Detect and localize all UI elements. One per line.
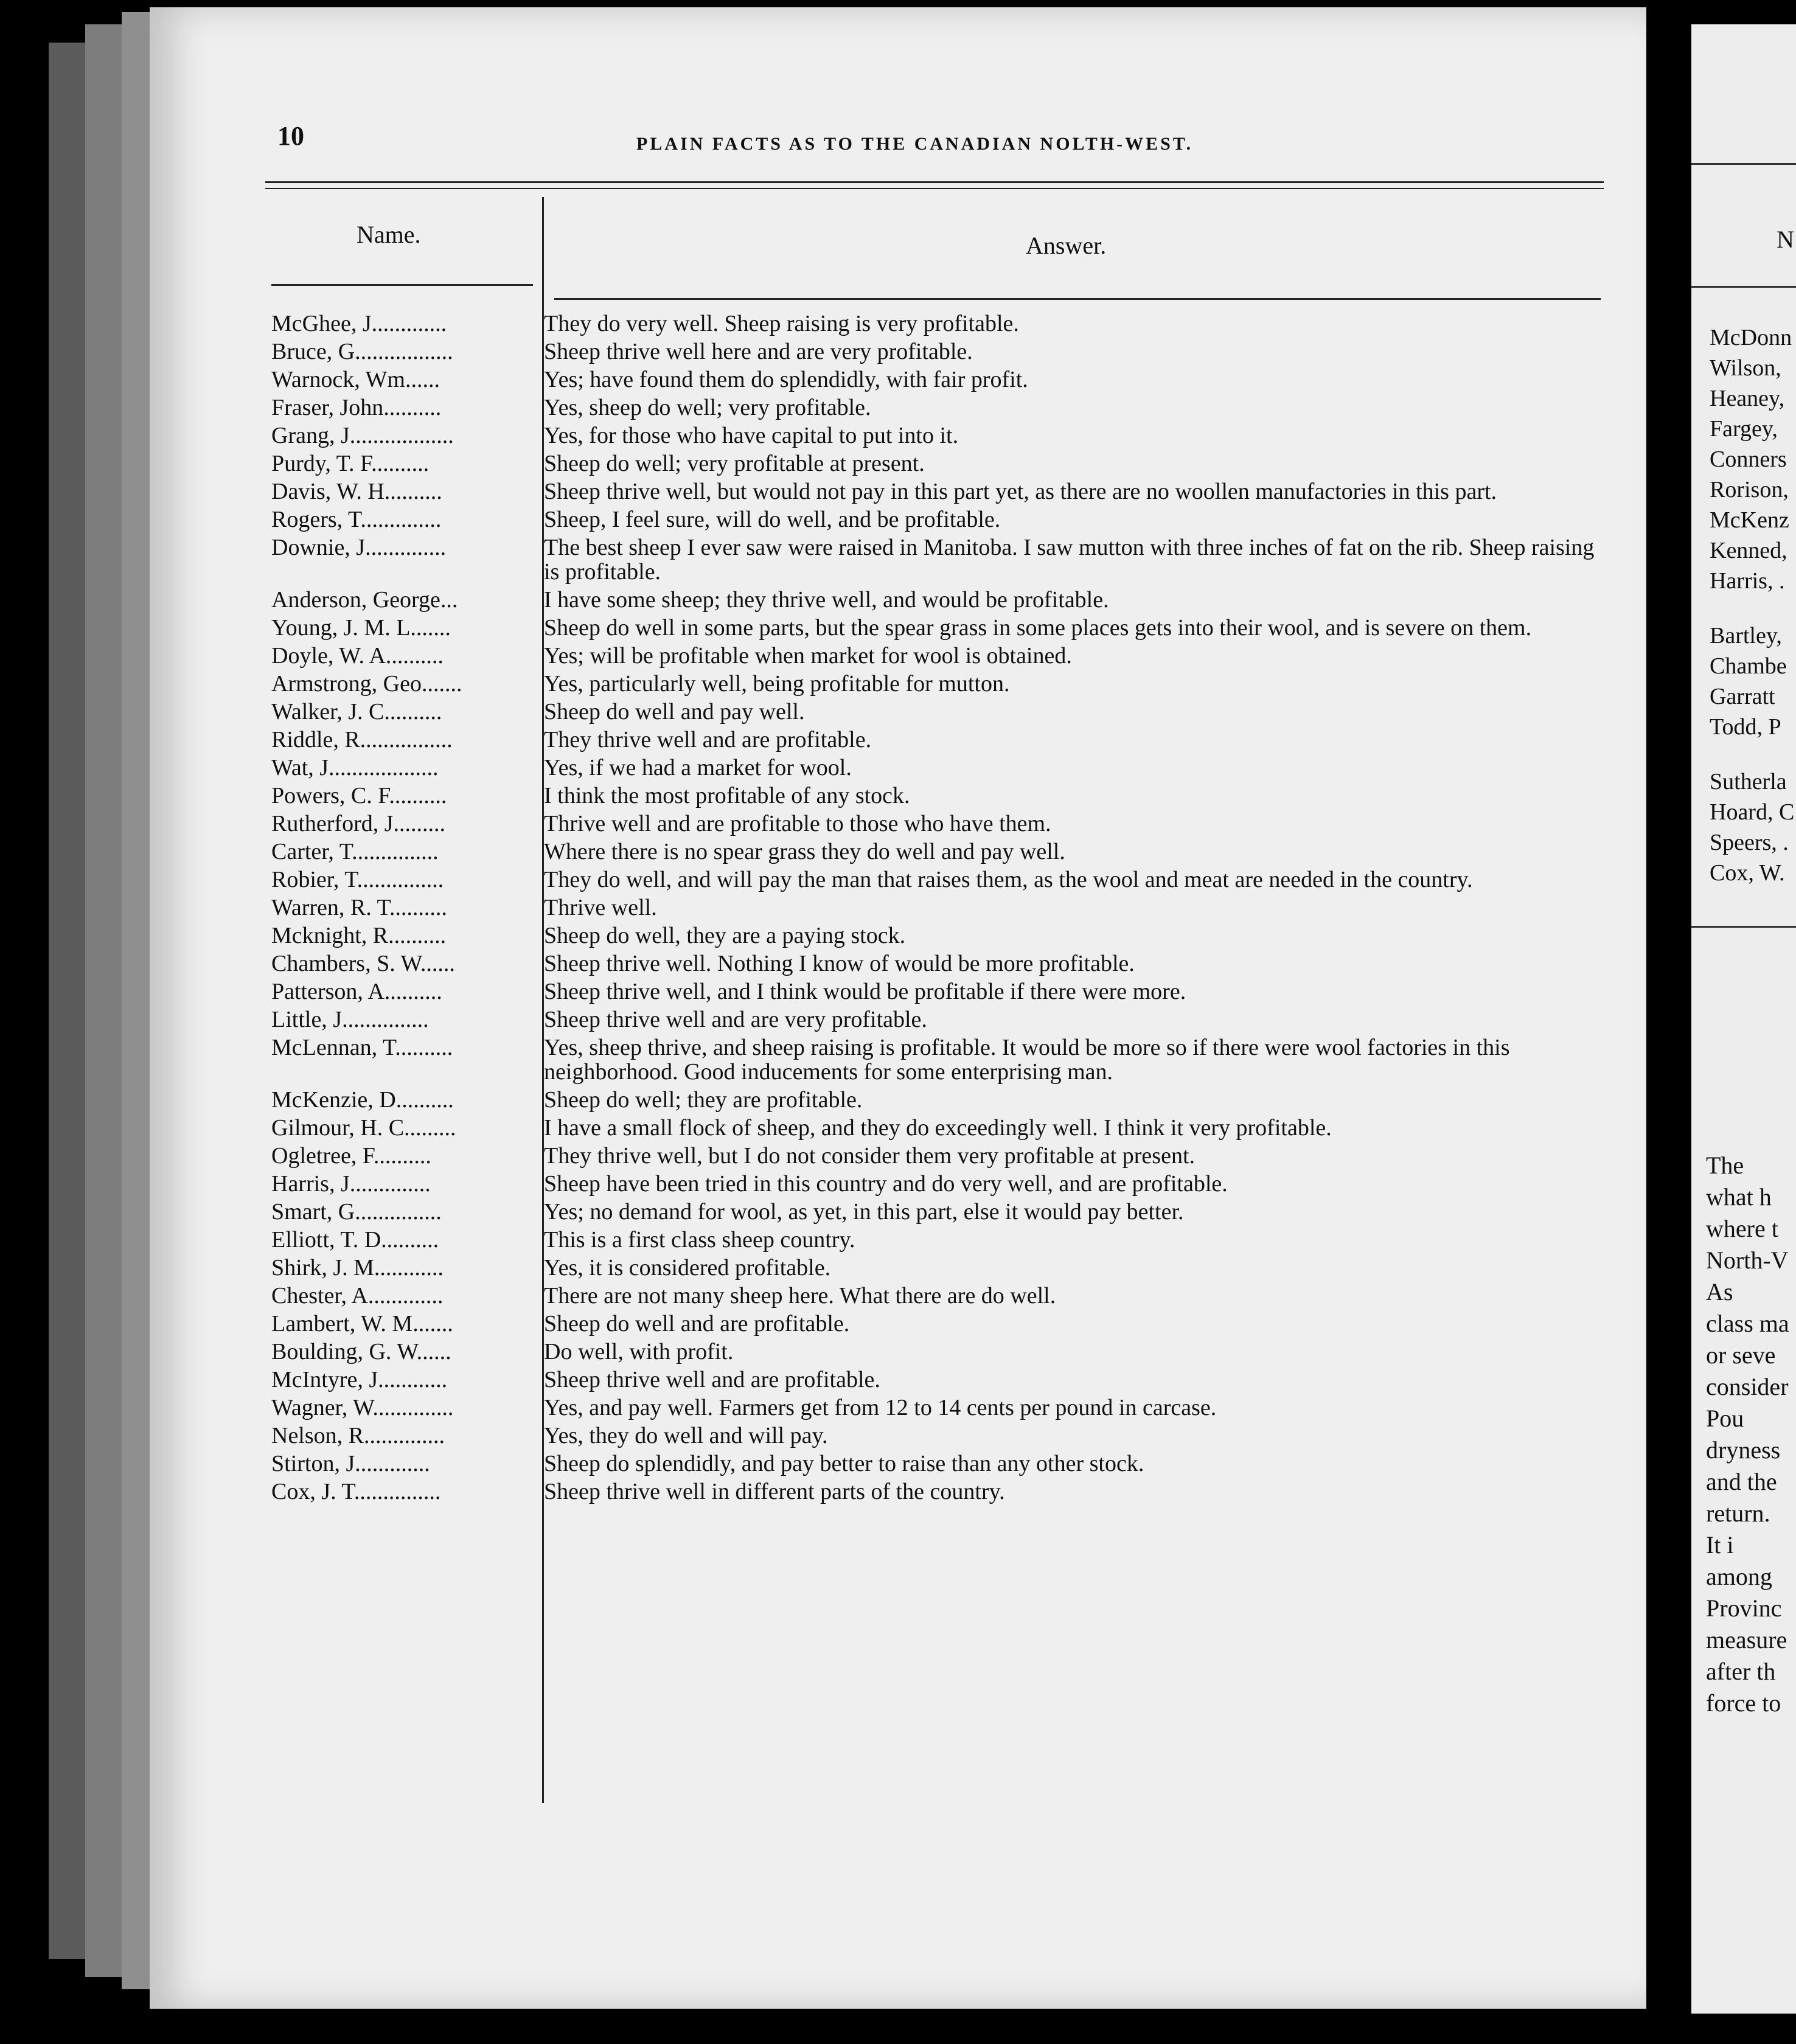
respondent-answer: Yes, it is considered profitable. <box>544 1255 831 1281</box>
respondent-name: Nelson, R.............. <box>271 1423 445 1448</box>
table-row <box>271 1312 1610 1336</box>
book-edge <box>122 12 150 1989</box>
right-page-name: Fargey, <box>1710 416 1778 442</box>
respondent-name: McKenzie, D.......... <box>271 1088 454 1112</box>
table-row <box>271 1172 1610 1196</box>
right-page-text-line: Provinc <box>1706 1594 1782 1622</box>
respondent-answer: Sheep do well; very profitable at present. <box>544 451 925 476</box>
table-row <box>271 1340 1610 1364</box>
respondent-name: Grang, J.................. <box>271 423 454 448</box>
table-row <box>271 672 1610 696</box>
respondent-name: McLennan, T.......... <box>271 1035 453 1060</box>
right-page-names <box>1710 322 1794 888</box>
respondent-name: McIntyre, J............ <box>271 1368 448 1392</box>
respondent-answer: Do well, with profit. <box>544 1339 734 1364</box>
right-page-name: Todd, P <box>1710 714 1781 740</box>
respondent-name: Fraser, John.......... <box>271 395 442 420</box>
respondent-name: Bruce, G................. <box>271 339 453 364</box>
respondent-answer: Sheep do well in some parts, but the spear grass in some places gets into their wool, and is severe on them. <box>544 615 1532 641</box>
right-page-name: Garratt <box>1710 684 1775 709</box>
right-page-name: McDonn <box>1710 325 1792 350</box>
respondent-name: Rogers, T.............. <box>271 507 442 532</box>
respondent-name: Ogletree, F.......... <box>271 1144 431 1168</box>
respondent-answer: Yes, and pay well. Farmers get from 12 to 14 cents per pound in carcase. <box>544 1395 1217 1420</box>
respondent-name: Elliott, T. D.......... <box>271 1228 439 1252</box>
table-row <box>271 644 1610 668</box>
respondent-name: Lambert, W. M....... <box>271 1312 453 1336</box>
answer-header-rule <box>554 298 1601 300</box>
respondent-name: Mcknight, R.......... <box>271 923 447 948</box>
respondent-answer: Yes, for those who have capital to put into it. <box>544 423 959 448</box>
book-edge <box>49 43 85 1959</box>
table-row <box>271 1396 1610 1420</box>
respondent-answer: This is a first class sheep country. <box>544 1227 855 1253</box>
respondent-name: Boulding, G. W...... <box>271 1340 451 1364</box>
respondent-name: McGhee, J............. <box>271 311 447 336</box>
right-page-name: Cox, W. <box>1710 860 1785 886</box>
right-page-header-fragment: N <box>1777 226 1794 253</box>
respondent-answer: Yes; have found them do splendidly, with fair profit. <box>544 367 1028 392</box>
right-page-name: McKenz <box>1710 507 1789 533</box>
left-page <box>150 7 1646 2009</box>
table-row <box>271 367 1610 392</box>
respondent-name: Carter, T............... <box>271 839 439 864</box>
column-header-name: Name. <box>357 221 421 248</box>
respondent-name: Riddle, R................ <box>271 728 453 752</box>
right-page-name: Sutherla <box>1710 769 1787 794</box>
respondent-answer: They do very well. Sheep raising is very profitable. <box>544 311 1019 336</box>
right-page-text-line: consider <box>1706 1373 1789 1400</box>
table-row <box>271 951 1610 976</box>
respondent-answer: Sheep thrive well. Nothing I know of would be more profitable. <box>544 951 1135 976</box>
table-row <box>271 812 1610 836</box>
respondent-name: Doyle, W. A.......... <box>271 644 444 668</box>
respondent-name: Warnock, Wm...... <box>271 367 440 392</box>
respondent-answer: Sheep thrive well and are very profitable. <box>544 1007 927 1032</box>
respondent-answer: They thrive well, but I do not consider them very profitable at present. <box>544 1143 1196 1169</box>
respondent-answer: Yes, sheep thrive, and sheep raising is profitable. It would be more so if there were wool factories in this neighborhood. Good inducements for some enterprising man. <box>544 1035 1510 1085</box>
column-header-answer: Answer. <box>1026 232 1107 259</box>
table-row <box>271 1256 1610 1280</box>
table-row <box>271 1035 1610 1084</box>
respondent-answer: Yes, particularly well, being profitable for mutton. <box>544 671 1010 697</box>
table-row <box>271 1116 1610 1140</box>
respondent-answer: Sheep thrive well in different parts of the country. <box>544 1479 1005 1504</box>
respondent-answer: Yes; no demand for wool, as yet, in this part, else it would pay better. <box>544 1199 1184 1225</box>
right-page-text-line: Pou <box>1706 1405 1744 1432</box>
right-page-text-line: North-V <box>1706 1246 1789 1274</box>
answers-table <box>271 311 1610 1507</box>
respondent-name: Purdy, T. F.......... <box>271 451 430 476</box>
book-edge <box>85 24 122 1977</box>
respondent-name: Walker, J. C.......... <box>271 700 442 724</box>
table-row <box>271 507 1610 532</box>
respondent-name: Harris, J.............. <box>271 1172 431 1196</box>
right-page-text-line: measure <box>1706 1626 1787 1653</box>
right-page-name: Bartley, <box>1710 623 1782 648</box>
respondent-name: Armstrong, Geo....... <box>271 672 462 696</box>
respondent-name: Davis, W. H.......... <box>271 479 442 504</box>
respondent-name: Chester, A............. <box>271 1284 444 1308</box>
respondent-name: Patterson, A.......... <box>271 979 442 1004</box>
table-row <box>271 1144 1610 1168</box>
right-page-name: Chambe <box>1710 653 1787 679</box>
table-row <box>271 616 1610 640</box>
respondent-name: Shirk, J. M............ <box>271 1256 444 1280</box>
respondent-answer: Sheep thrive well, but would not pay in this part yet, as there are no woollen manufactories in this part. <box>544 479 1497 504</box>
table-row <box>271 1451 1610 1476</box>
table-row <box>271 979 1610 1004</box>
respondent-answer: Sheep thrive well here and are very profitable. <box>544 339 973 364</box>
table-row <box>271 451 1610 476</box>
respondent-answer: Sheep thrive well and are profitable. <box>544 1367 880 1392</box>
right-page-name: Wilson, <box>1710 355 1781 381</box>
table-row <box>271 1423 1610 1448</box>
right-page-rule <box>1691 163 1796 165</box>
table-row <box>271 867 1610 892</box>
right-page-text-line: or seve <box>1706 1341 1776 1369</box>
respondent-name: Powers, C. F.......... <box>271 784 447 808</box>
respondent-answer: Yes; will be profitable when market for wool is obtained. <box>544 643 1072 669</box>
running-head: PLAIN FACTS AS TO THE CANADIAN NOLTH-WEST. <box>636 134 1194 154</box>
respondent-answer: Sheep do splendidly, and pay better to raise than any other stock. <box>544 1451 1144 1476</box>
respondent-answer: The best sheep I ever saw were raised in Manitoba. I saw mutton with three inches of fat on the rib. Sheep raising is profitable. <box>544 535 1595 585</box>
respondent-name: Robier, T............... <box>271 867 444 892</box>
right-page-text-line: It i <box>1706 1531 1734 1559</box>
respondent-name: Smart, G............... <box>271 1200 442 1224</box>
right-page-text-line: force to <box>1706 1689 1781 1717</box>
respondent-name: Gilmour, H. C......... <box>271 1116 456 1140</box>
right-page-name: Speers, . <box>1710 830 1789 855</box>
right-page-text-line: where t <box>1706 1215 1778 1242</box>
right-page-fragment <box>1691 24 1796 2014</box>
table-row <box>271 839 1610 864</box>
right-page-name: Hoard, C <box>1710 799 1795 825</box>
right-page-text-line: dryness <box>1706 1436 1781 1464</box>
respondent-answer: Yes, if we had a market for wool. <box>544 755 852 780</box>
right-page-name: Harris, . <box>1710 568 1785 594</box>
table-row <box>271 1284 1610 1308</box>
respondent-answer: Sheep thrive well, and I think would be profitable if there were more. <box>544 979 1186 1004</box>
table-row <box>271 728 1610 752</box>
respondent-answer: Thrive well. <box>544 895 657 920</box>
respondent-name: Wagner, W.............. <box>271 1396 454 1420</box>
respondent-answer: Thrive well and are profitable to those who have them. <box>544 811 1051 836</box>
table-row <box>271 535 1610 584</box>
respondent-answer: Where there is no spear grass they do well and pay well. <box>544 839 1065 864</box>
table-row <box>271 1088 1610 1112</box>
right-page-text-line: return. <box>1706 1500 1770 1527</box>
table-row <box>271 1200 1610 1224</box>
name-header-rule <box>271 284 533 286</box>
respondent-name: Rutherford, J......... <box>271 812 446 836</box>
respondent-answer: I have a small flock of sheep, and they do exceedingly well. I think it very profitable. <box>544 1115 1332 1141</box>
header-rule <box>265 181 1604 189</box>
right-page-text-line: The <box>1706 1152 1744 1179</box>
respondent-name: Anderson, George... <box>271 588 458 612</box>
table-row <box>271 895 1610 920</box>
respondent-answer: Sheep do well and pay well. <box>544 699 805 725</box>
respondent-name: Young, J. M. L....... <box>271 616 451 640</box>
respondent-answer: Sheep do well; they are profitable. <box>544 1087 863 1113</box>
respondent-answer: They do well, and will pay the man that raises them, as the wool and meat are needed in the country. <box>544 867 1473 892</box>
respondent-answer: I have some sheep; they thrive well, and would be profitable. <box>544 587 1109 613</box>
respondent-answer: They thrive well and are profitable. <box>544 727 872 753</box>
right-page-name: Rorison, <box>1710 477 1789 502</box>
right-page-name: Heaney, <box>1710 386 1785 411</box>
table-row <box>271 1368 1610 1392</box>
table-row <box>271 923 1610 948</box>
respondent-answer: Yes, they do well and will pay. <box>544 1423 828 1448</box>
right-page-name: Kenned, <box>1710 538 1787 563</box>
respondent-answer: Sheep do well and are profitable. <box>544 1311 850 1337</box>
respondent-name: Warren, R. T.......... <box>271 895 447 920</box>
respondent-answer: Sheep do well, they are a paying stock. <box>544 923 906 948</box>
right-page-name: Conners <box>1710 447 1787 472</box>
group-gap <box>1710 742 1794 766</box>
right-page-text-line: and the <box>1706 1468 1777 1495</box>
right-page-text-line: after th <box>1706 1658 1776 1685</box>
table-row <box>271 588 1610 612</box>
right-page-rule <box>1691 286 1796 288</box>
respondent-name: Stirton, J............. <box>271 1451 430 1476</box>
table-row <box>271 756 1610 780</box>
page-number: 10 <box>277 121 304 151</box>
right-page-paragraph <box>1706 1150 1789 1719</box>
respondent-answer: Sheep have been tried in this country and do very well, and are profitable. <box>544 1171 1228 1197</box>
table-row <box>271 1007 1610 1032</box>
right-page-text-line: among <box>1706 1563 1772 1590</box>
respondent-name: Downie, J.............. <box>271 535 447 560</box>
table-row <box>271 784 1610 808</box>
respondent-answer: I think the most profitable of any stock. <box>544 783 910 808</box>
respondent-name: Chambers, S. W...... <box>271 951 455 976</box>
respondent-answer: Yes, sheep do well; very profitable. <box>544 395 871 420</box>
right-page-text-line: As <box>1706 1278 1733 1305</box>
respondent-name: Cox, J. T............... <box>271 1479 441 1504</box>
respondent-answer: There are not many sheep here. What there are do well. <box>544 1283 1056 1309</box>
table-row <box>271 339 1610 364</box>
right-page-text-line: what h <box>1706 1183 1772 1211</box>
group-gap <box>1710 596 1794 620</box>
right-page-text-line: class ma <box>1706 1310 1789 1337</box>
respondent-name: Little, J............... <box>271 1007 429 1032</box>
table-row <box>271 311 1610 336</box>
respondent-answer: Sheep, I feel sure, will do well, and be profitable. <box>544 507 1001 532</box>
right-page-rule <box>1691 926 1796 928</box>
table-row <box>271 423 1610 448</box>
table-row <box>271 700 1610 724</box>
table-row <box>271 1228 1610 1252</box>
table-row <box>271 395 1610 420</box>
respondent-name: Wat, J................... <box>271 756 439 780</box>
table-row <box>271 1479 1610 1504</box>
table-row <box>271 479 1610 504</box>
